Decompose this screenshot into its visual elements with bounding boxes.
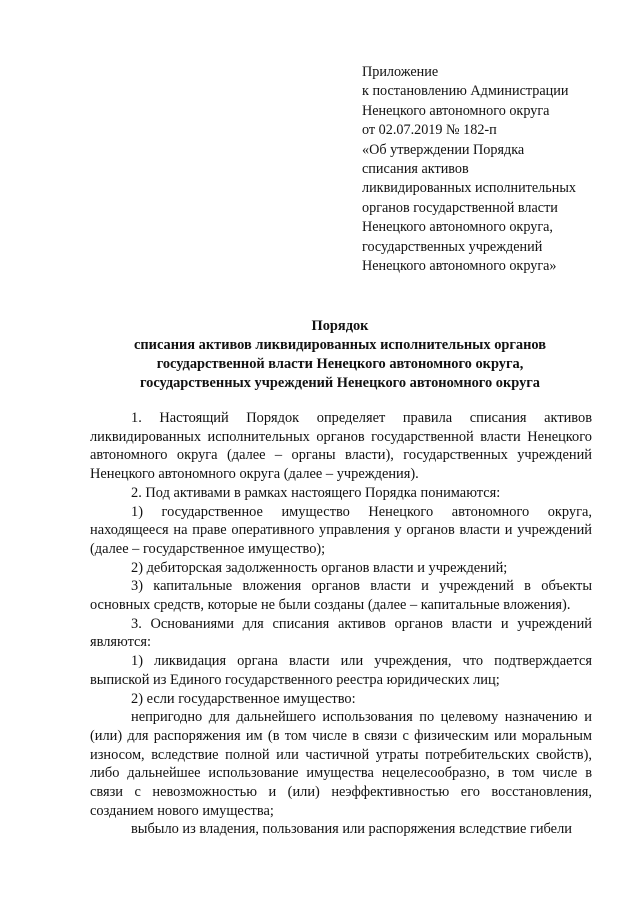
appendix-header [362,63,612,276]
appendix-line: Ненецкого автономного округа, [362,219,553,236]
appendix-line: Приложение [362,64,439,80]
appendix-line: списания активов [362,161,469,178]
paragraph: 1. Настоящий Порядок определяет правила списания активов ликвидированных исполнительных органов государственной власти Ненецкого автономного округа (далее – органы власти), государственных учреждений Ненецкого автономного округа (далее – учреждения). [90,410,592,483]
paragraph: 1) ликвидация органа власти или учреждения, что подтверждается выпиской из Единого государственного реестра юридических лиц; [90,653,592,688]
title-line: государственных учреждений Ненецкого автономного округа [139,375,541,391]
paragraph: 3. Основаниями для списания активов органов власти и учреждений являются: [90,615,592,651]
paragraph: 2) дебиторская задолженность органов власти и учреждений; [131,559,508,576]
appendix-line: Ненецкого автономного округа» [362,258,557,275]
appendix-line: к постановлению Администрации [362,83,569,100]
paragraph: выбыло из владения, пользования или распоряжения вследствие гибели [131,821,572,838]
appendix-line: государственных учреждений [362,238,543,255]
appendix-line: органов государственной власти [362,199,558,216]
appendix-line: «Об утверждении Порядка [362,141,525,158]
title-line: списания активов ликвидированных исполнительных органов [133,337,547,353]
document-title [60,317,620,393]
paragraph: 3) капитальные вложения органов власти и учреждений в объекты основных средств, которые не были созданы (далее – капитальные вложения). [90,578,592,614]
appendix-line: ликвидированных исполнительных [362,180,576,197]
paragraph: 1) государственное имущество Ненецкого автономного округа, находящееся на праве оперативного управления у органов власти и учреждений (далее – государственное имущество); [90,503,592,557]
document-body [90,409,592,839]
title-line: государственной власти Ненецкого автономного округа, [156,356,524,372]
title-line: Порядок [311,318,369,334]
appendix-line: Ненецкого автономного округа [362,102,550,119]
appendix-line: от 02.07.2019 № 182-п [362,122,497,139]
paragraph: непригодно для дальнейшего использования по целевому назначению и (или) для распоряжения им (в том числе в связи с физическим или моральным износом, вследствие полной или частичной утраты потребительских свойств), либо дальнейшее использование имущества нецелесообразно, в том числе в связи с невозможностью и (или) неэффективностью его восстановления, созданием нового имущества; [90,709,592,819]
paragraph: 2) если государственное имущество: [131,690,356,707]
paragraph: 2. Под активами в рамках настоящего Порядка понимаются: [131,484,501,501]
